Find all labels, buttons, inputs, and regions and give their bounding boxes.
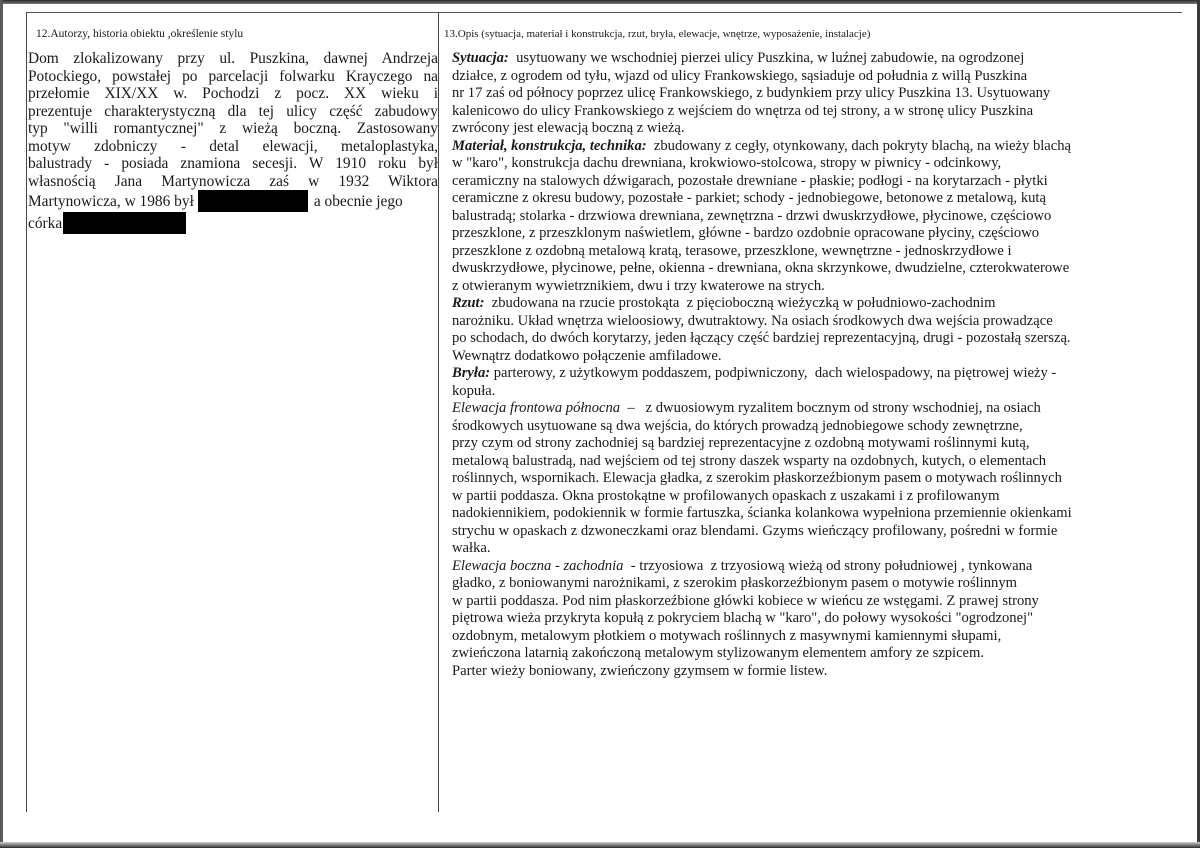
text-line: kopuła. bbox=[452, 382, 496, 399]
text-line: Parter wieży boniowany, zwieńczony gzymsem w formie listew. bbox=[452, 662, 828, 679]
text-line: działce, z ogrodem od tyłu, wjazd od ulicy Frankowskiego, sąsiaduje od południa z willą Puszkina bbox=[452, 67, 1028, 84]
text-fragment: córka bbox=[28, 215, 63, 232]
section-12-authors-history bbox=[28, 12, 438, 234]
text-line: środkowych usytuowane są dwa wejścia, do których prowadzą jednobiegowe schody zewnętrzne, bbox=[452, 417, 1023, 434]
text-line: z otwieranym wywietrznikiem, dwu i trzy kwaterowe na strych. bbox=[452, 277, 825, 294]
section-12-body bbox=[28, 50, 438, 234]
scan-edge-top bbox=[0, 0, 1200, 4]
paragraph-rzut bbox=[452, 295, 1182, 313]
paragraph-material bbox=[452, 138, 1182, 156]
text-line: ceramiczny na stalowych dźwigarach, pozostałe drewniane - płaskie; podłogi - na korytarzach - płytki bbox=[452, 172, 1048, 189]
label-sytuacja: Sytuacja: bbox=[452, 50, 509, 66]
text-line: ozdobnym, metalowym płotkiem o motywach roślinnych z masywnymi kamiennymi słupami, bbox=[452, 627, 1002, 644]
paragraph-elewacja-frontowa bbox=[452, 400, 1182, 418]
text-line: balustrady - posiada znamiona secesji. W 1910 roku był bbox=[28, 155, 438, 172]
paragraph-sytuacja bbox=[452, 50, 1182, 68]
text-fragment: - trzyosiowa z trzyosiową wieżą od strony południowej , tynkowana bbox=[623, 557, 1033, 574]
paragraph-elewacja-boczna bbox=[452, 558, 1182, 576]
text-line: typ "willi romantycznej" z wieżą boczną. Zastosowany bbox=[28, 120, 438, 137]
text-line: narożniku. Układ wnętrza wieloosiowy, dwutraktowy. Na osiach środkowych dwa wejścia prowadzące bbox=[452, 312, 1053, 329]
text-line: kalenicowo do ulicy Frankowskiego z wejściem do wnętrza od tej strony, a w stronę ulicy Puszkina bbox=[452, 102, 1034, 119]
text-line: w "karo", konstrukcja dachu drewniana, krokwiowo-stolcowa, stropy w piwnicy - odcinkowy, bbox=[452, 155, 1002, 171]
text-line: wałka. bbox=[452, 540, 491, 556]
text-line: przeszklone z ozdobną metalową kratą, terasowe, przeszklone, wewnętrzne - jednoskrzydłowe i bbox=[452, 242, 1012, 259]
scan-edge-bottom bbox=[0, 842, 1200, 848]
scan-edge-left bbox=[0, 0, 3, 848]
text-fragment: a obecnie jego bbox=[313, 193, 403, 210]
text-line: przełomie XIX/XX w. Pochodzi z pocz. XX wieku i bbox=[28, 85, 438, 102]
text-line-with-redaction bbox=[28, 190, 438, 212]
text-fragment: parterowy, z użytkowym poddaszem, podpiwniczony, dach wielospadowy, na piętrowej wieży - bbox=[490, 365, 1057, 381]
section-13-header: 13.Opis (sytuacja, materiał i konstrukcja, rzut, bryła, elewacje, wnętrze, wyposażenie, instalacje) bbox=[444, 28, 871, 40]
section-13-body bbox=[442, 50, 1182, 680]
text-line: strychu w opaskach z dzwoneczkami oraz blendami. Gzyms wieńczący profilowany, pośredni w formie bbox=[452, 522, 1058, 539]
text-line: gładko, z boniowanymi narożnikami, z szerokim płaskorzeźbionym pasem o motywie roślinnym bbox=[452, 575, 1017, 591]
text-fragment: zbudowana na rzucie prostokąta z pięcioboczną wieżyczką w południowo-zachodnim bbox=[484, 295, 996, 311]
text-line-with-redaction bbox=[28, 212, 438, 234]
text-line: motyw zdobniczy - detal elewacji, metaloplastyka, bbox=[28, 137, 438, 155]
text-fragment: usytuowany we wschodniej pierzei ulicy Puszkina, w luźnej zabudowie, na ogrodzonej bbox=[508, 50, 1025, 66]
text-line: dwuskrzydłowe, płycinowe, pełne, okienna - drewniana, okna skrzynkowe, dwudzielne, czterokwaterowe bbox=[452, 260, 1070, 276]
text-fragment: – z dwuosiowym ryzalitem bocznym od strony wschodniej, na osiach bbox=[620, 400, 1041, 416]
text-line: Wewnątrz dodatkowo połączenie amfiladowe. bbox=[452, 347, 722, 364]
redaction-box bbox=[198, 190, 308, 212]
text-line: w partii poddasza. Pod nim płaskorzeźbione główki kobiece w wieńcu ze wstęgami. Z prawej strony bbox=[452, 592, 1039, 609]
label-elewacja-boczna: Elewacja boczna - zachodnia bbox=[452, 557, 624, 574]
text-line: po schodach, do dwóch korytarzy, jeden łączący część bardziej reprezentacyjną, drugi - pozostałą szerszą. bbox=[452, 330, 1071, 346]
section-13-description bbox=[442, 12, 1182, 680]
text-line: nadokiennikiem, podokiennik w formie fartuszka, ścianka kolankowa wypełniona przemiennie okienkami bbox=[452, 505, 1072, 521]
text-line: przy czym od strony zachodniej są bardziej reprezentacyjne z ozdobną motywami roślinnymi kutą, bbox=[452, 435, 1030, 451]
text-line: zwrócony jest elewacją boczną z wieżą. bbox=[452, 120, 685, 136]
text-line: ceramiczne z okresu budowy, pozostałe - parkiet; schody - jednobiegowe, betonowe z metalową, kutą bbox=[452, 190, 1046, 206]
table-left-border bbox=[26, 12, 27, 812]
redaction-box bbox=[63, 212, 186, 234]
text-line: prezentuje charakterystyczną dla tej ulicy część zabudowy bbox=[28, 102, 438, 120]
text-line: roślinnych, wspornikach. Elewacja gładka, z szerokim płaskorzeźbionym pasem o motywach roślinnych bbox=[452, 470, 1062, 486]
text-line: w partii poddasza. Okna prostokątne w profilowanych opaskach z uszakami i z profilowanym bbox=[452, 487, 1000, 504]
column-divider bbox=[438, 12, 439, 812]
label-elewacja-frontowa: Elewacja frontowa północna bbox=[452, 400, 621, 416]
text-line: zwieńczona latarnią zakończoną metalowym stylizowanym elementem amfory ze szpicem. bbox=[452, 645, 985, 661]
text-line: Dom zlokalizowany przy ul. Puszkina, dawnej Andrzeja bbox=[28, 50, 438, 67]
section-12-header: 12.Autorzy, historia obiektu ,określenie stylu bbox=[36, 28, 244, 40]
text-line: przeszklone, z przeszklonym naświetlem, główne - bardzo ozdobnie opracowane płyciny, częściowo bbox=[452, 225, 1040, 241]
text-line: własnością Jana Martynowicza zaś w 1932 Wiktora bbox=[28, 172, 438, 190]
text-line: metalową balustradą, nad wejściem od tej strony daszek wsparty na ozdobnych, kutych, o elementach bbox=[452, 452, 1047, 469]
text-line: balustradą; stolarka - drzwiowa drewniana, zewnętrzna - drzwi dwuskrzydłowe, płycinowe, częściowo bbox=[452, 207, 1052, 224]
text-fragment: zbudowany z cegły, otynkowany, dach pokryty blachą, na wieży blachą bbox=[646, 137, 1072, 154]
text-line: piętrowa wieża przykryta kopułą z pokryciem blachą w "karo", do połowy wysokości "ogrodzonej" bbox=[452, 610, 1034, 626]
label-material: Materiał, konstrukcja, technika: bbox=[452, 137, 647, 154]
label-bryla: Bryła: bbox=[452, 365, 491, 381]
text-fragment: Martynowicza, w 1986 był bbox=[28, 193, 194, 210]
text-line: nr 17 zaś od północy poprzez ulicę Frankowskiego, z budynkiem przy ulicy Puszkina 13. Usytuowany bbox=[452, 85, 1051, 101]
paragraph-bryla bbox=[452, 365, 1182, 383]
label-rzut: Rzut: bbox=[452, 295, 485, 311]
text-line: Potockiego, powstałej po parcelacji folwarku Krayczego na bbox=[28, 67, 438, 85]
